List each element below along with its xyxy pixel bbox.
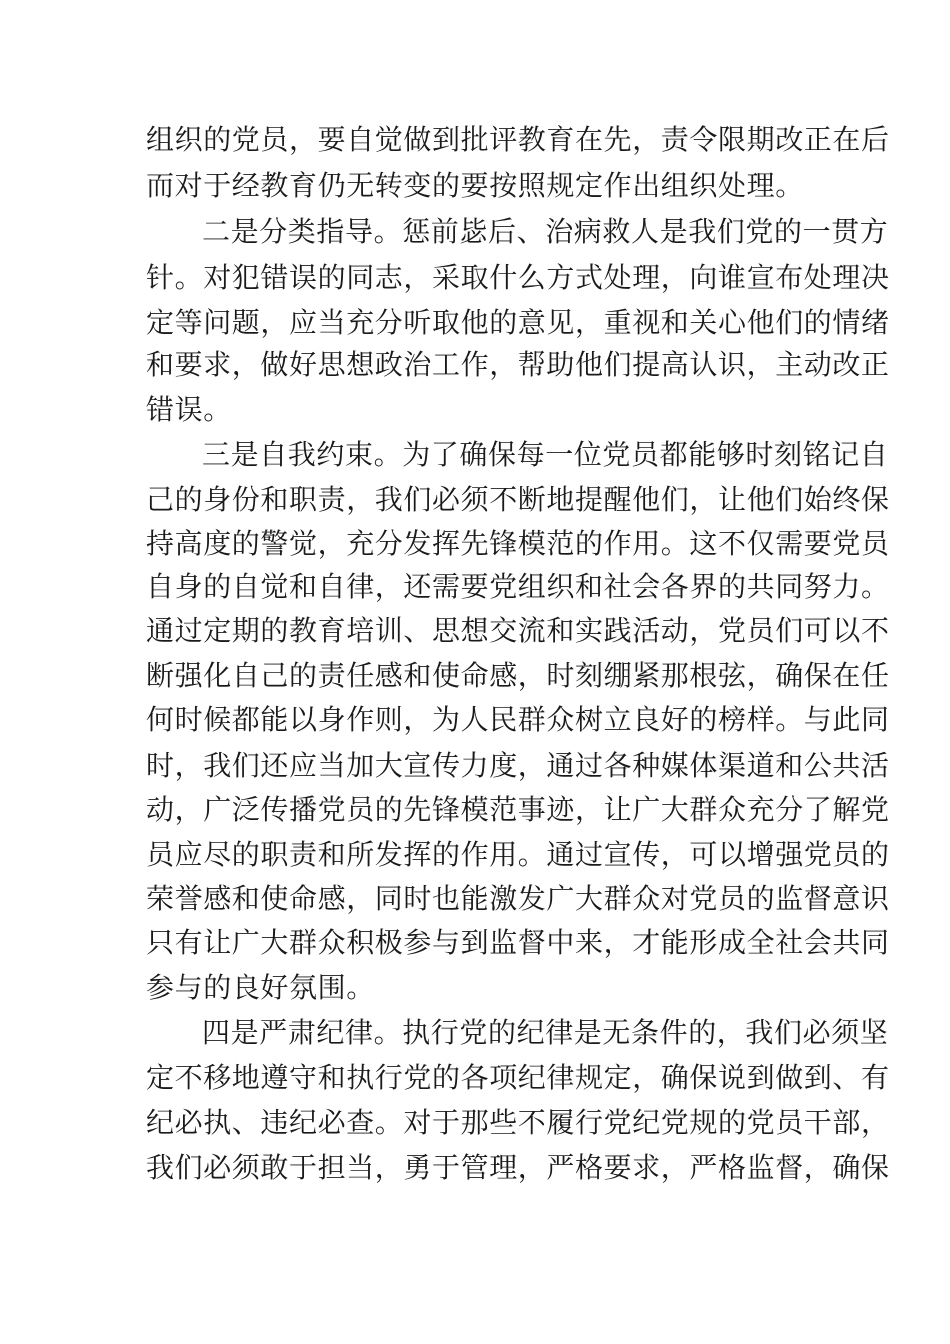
text-line: 员应尽的职责和所发挥的作用。通过宣传，可以增强党员的 — [146, 838, 890, 871]
paragraph-start-line: 三是自我约束。为了确保每一位党员都能够时刻铭记自 — [202, 438, 889, 471]
text-line: 何时候都能以身作则，为人民群众树立良好的榜样。与此同 — [146, 703, 890, 736]
text-line: 断强化自己的责任感和使命感，时刻绷紧那根弦，确保在任 — [146, 659, 890, 692]
text-line: 我们必须敢于担当，勇于管理，严格要求，严格监督，确保 — [146, 1151, 890, 1184]
text-line: 动，广泛传播党员的先锋模范事迹，让广大群众充分了解党 — [146, 793, 890, 826]
text-line: 己的身份和职责，我们必须不断地提醒他们，让他们始终保 — [146, 483, 890, 516]
text-line: 荣誉感和使命感，同时也能激发广大群众对党员的监督意识 — [146, 882, 890, 915]
text-line: 针。对犯错误的同志，采取什么方式处理，向谁宣布处理决 — [146, 261, 890, 294]
paragraph-start-line: 四是严肃纪律。执行党的纪律是无条件的，我们必须坚 — [202, 1016, 889, 1049]
text-line: 定等问题，应当充分听取他的意见，重视和关心他们的情绪 — [146, 306, 890, 339]
text-line: 而对于经教育仍无转变的要按照规定作出组织处理。 — [146, 169, 804, 202]
text-line: 持高度的警觉，充分发挥先锋模范的作用。这不仅需要党员 — [146, 527, 890, 560]
paragraph-start-line: 二是分类指导。惩前毖后、治病救人是我们党的一贯方 — [202, 215, 889, 248]
text-line: 和要求，做好思想政治工作，帮助他们提高认识，主动改正 — [146, 348, 890, 381]
text-line: 组织的党员，要自觉做到批评教育在先，责令限期改正在后 — [146, 123, 890, 156]
text-line: 错误。 — [146, 393, 232, 426]
text-line: 时，我们还应当加大宣传力度，通过各种媒体渠道和公共活 — [146, 749, 890, 782]
text-line: 定不移地遵守和执行党的各项纪律规定，确保说到做到、有 — [146, 1061, 890, 1094]
text-line: 参与的良好氛围。 — [146, 971, 375, 1004]
text-line: 纪必执、违纪必查。对于那些不履行党纪党规的党员干部， — [146, 1106, 890, 1139]
text-line: 通过定期的教育培训、思想交流和实践活动，党员们可以不 — [146, 614, 890, 647]
text-line: 自身的自觉和自律，还需要党组织和社会各界的共同努力。 — [146, 570, 890, 603]
text-line: 只有让广大群众积极参与到监督中来，才能形成全社会共同 — [146, 926, 890, 959]
